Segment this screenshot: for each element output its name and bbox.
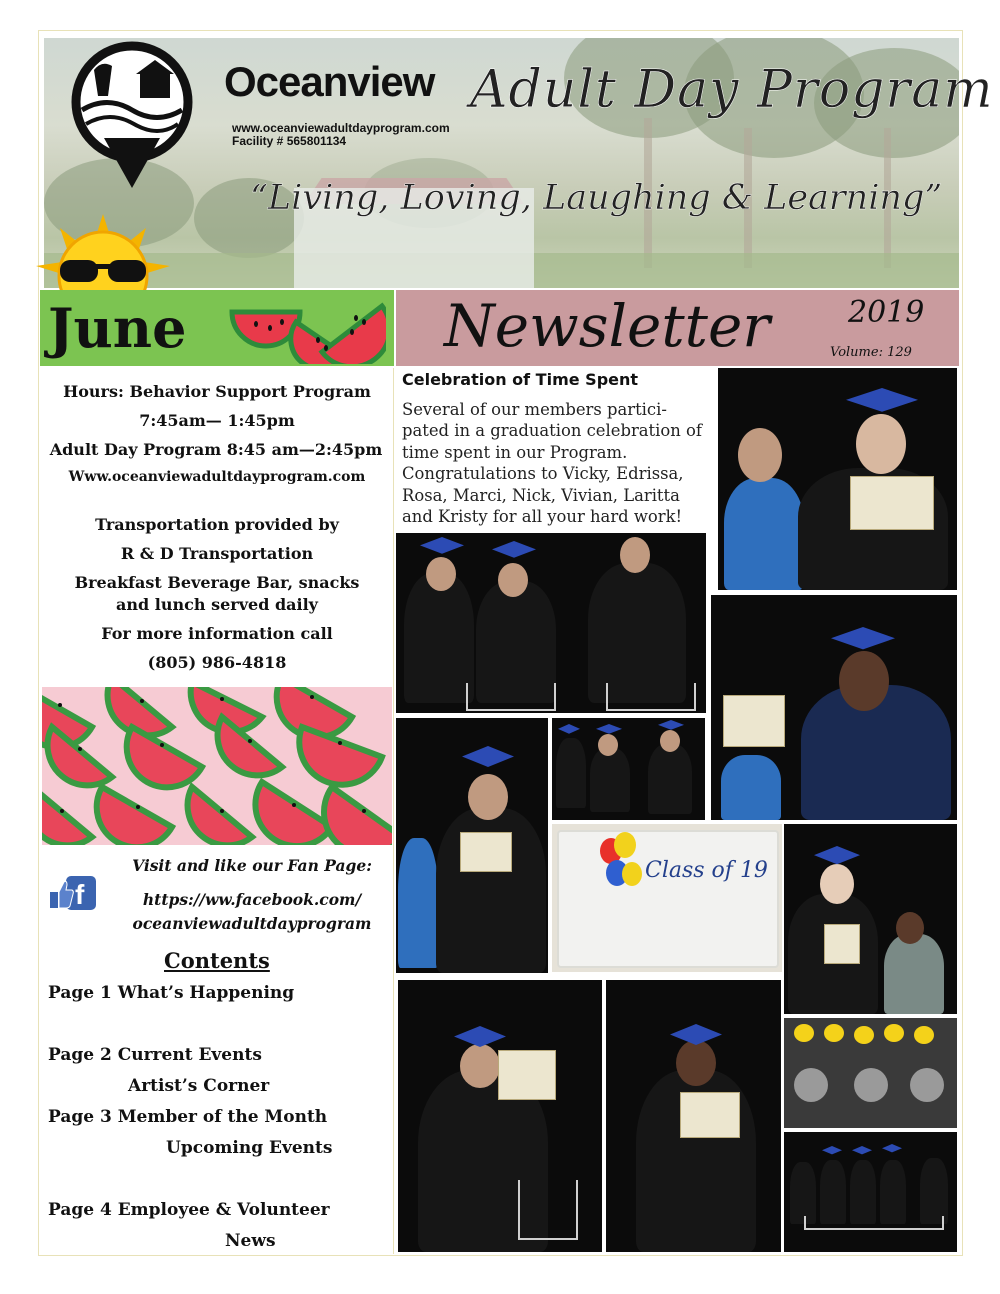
graduation-cake (557, 830, 779, 968)
photo-graduate-waving-diploma (398, 980, 602, 1252)
facility-number: Facility # 565801134 (232, 134, 347, 148)
watermelon-pattern-panel (42, 687, 392, 845)
food-line-2: and lunch served daily (116, 595, 318, 614)
info-line: For more information call (101, 624, 333, 643)
photo-graduate-holding-diploma (606, 980, 781, 1252)
photo-graduates-group (784, 1132, 957, 1252)
toc-item: News (225, 1231, 276, 1251)
header-website: www.oceanviewadultdayprogram.com (232, 121, 450, 135)
article-body: Several of our members partici-pated in a graduation celebration of time spent in our Program. Congratulations to Vicky, Edrissa, Rosa, Marci, Nick, Vivian, Laritta and Kristy for all your hard work! (402, 400, 702, 527)
brand-name: Oceanview (224, 58, 435, 105)
oceanview-logo-icon (52, 40, 217, 190)
photo-graduate-with-diploma (396, 718, 548, 973)
photo-graduates-wheelchairs (552, 718, 705, 820)
newsletter-title: Newsletter (444, 292, 771, 360)
photo-rubber-ducks (784, 1018, 957, 1128)
food-line-1: Breakfast Beverage Bar, snacks (74, 573, 360, 592)
slogan: “Living, Loving, Laughing & Learning” (250, 178, 943, 218)
toc-item: Page 2 Current Events (48, 1045, 262, 1065)
newsletter-volume: Volume: 129 (830, 345, 912, 360)
month-title: June (48, 296, 187, 360)
article-title: Celebration of Time Spent (402, 370, 639, 389)
newsletter-year: 2019 (848, 295, 925, 330)
photo-graduate-with-staff (784, 824, 957, 1014)
contents-title: Contents (164, 948, 270, 973)
hours-line-2: 7:45am— 1:45pm (139, 411, 295, 430)
photo-graduate-certificate-1 (718, 368, 957, 590)
facebook-like-icon[interactable] (48, 874, 96, 912)
toc-item: Page 3 Member of the Month (48, 1107, 328, 1127)
watermelon-slices-icon (226, 292, 386, 364)
photo-graduates-seated (396, 533, 706, 713)
toc-item: Page 4 Employee & Volunteer (48, 1200, 330, 1220)
hours-line-1: Hours: Behavior Support Program (63, 382, 371, 401)
facebook-url-1[interactable]: https://ww.facebook.com/ (142, 890, 362, 909)
photo-graduate-certificate-2 (711, 595, 957, 820)
brand-script: Adult Day Program (470, 60, 994, 120)
balloon-yellow (614, 832, 636, 858)
fan-page-label: Visit and like our Fan Page: (132, 856, 372, 875)
cake-text: Class of 19 (645, 858, 768, 883)
toc-item: Page 1 What’s Happening (48, 983, 295, 1003)
toc-item: Artist’s Corner (128, 1076, 270, 1096)
transport-line-2: R & D Transportation (120, 544, 314, 563)
svg-text:f: f (75, 879, 85, 910)
toc-item: Upcoming Events (166, 1138, 333, 1158)
balloon-yellow-2 (622, 862, 642, 886)
transport-line-1: Transportation provided by (95, 515, 339, 534)
hours-line-3: Adult Day Program 8:45 am—2:45pm (49, 440, 383, 459)
sidebar-website[interactable]: Www.oceanviewadultdayprogram.com (68, 469, 366, 485)
phone-number[interactable]: (805) 986-4818 (147, 653, 287, 672)
facebook-url-2[interactable]: oceanviewadultdayprogram (132, 914, 372, 933)
